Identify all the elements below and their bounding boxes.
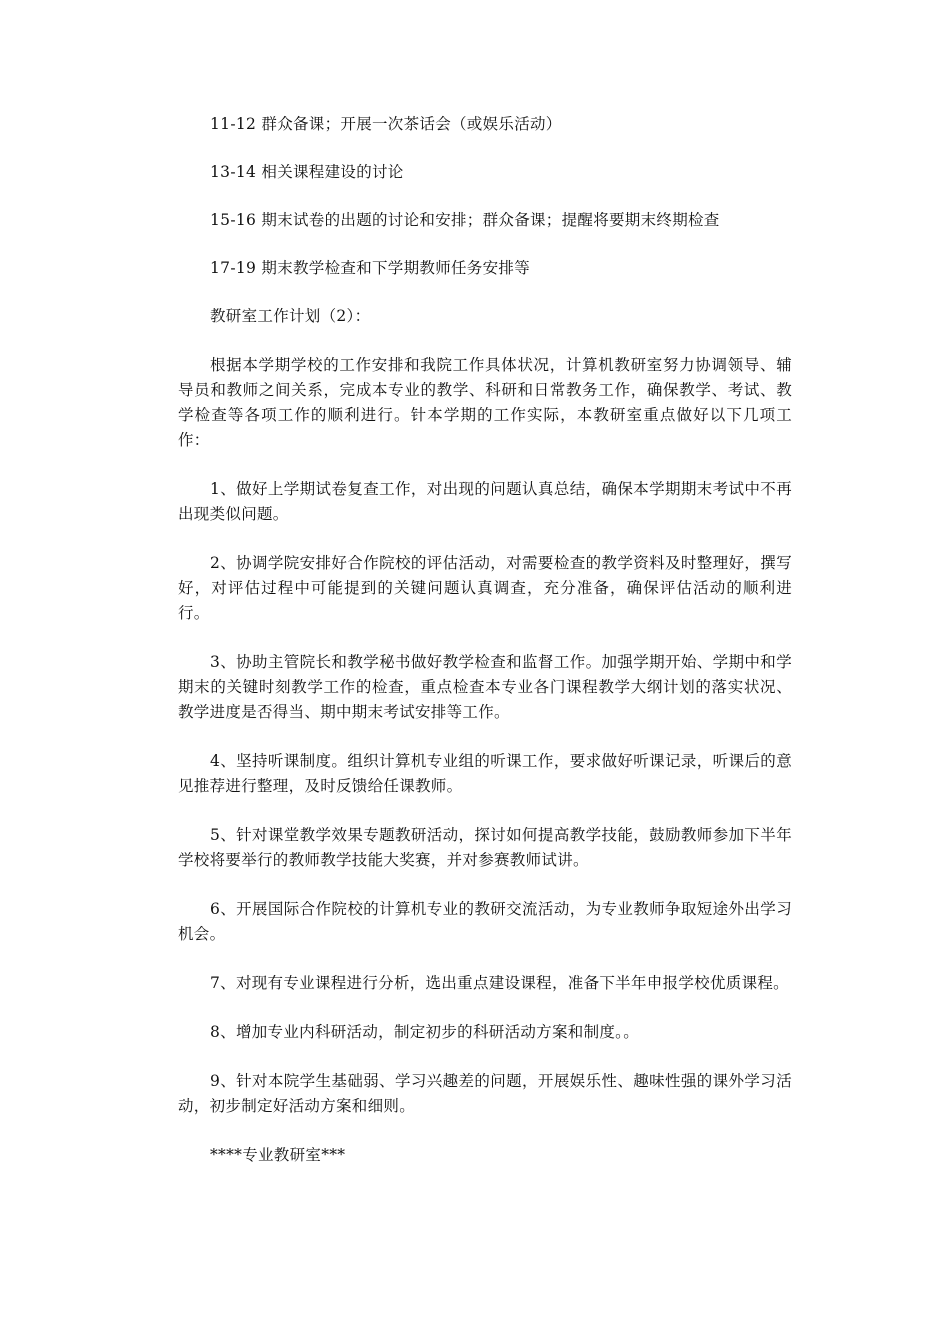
plan-item: 7、对现有专业课程进行分析，选出重点建设课程，准备下半年申报学校优质课程。 [210,974,789,992]
plan-item: 2、协调学院安排好合作院校的评估活动，对需要检查的教学资料及时整理好，撰写好，对评估过程中可能提到的关键问题认真调查，充分准备，确保评估活动的顺利进行。 [178,554,792,622]
plan-heading: 教研室工作计划（2）： [210,307,371,325]
signature: ****专业教研室*** [210,1146,346,1164]
plan-item: 4、坚持听课制度。组织计算机专业组的听课工作，要求做好听课记录，听课后的意见推荐进行整理，及时反馈给任课教师。 [178,752,792,795]
plan-item: 3、协助主管院长和教学秘书做好教学检查和监督工作。加强学期开始、学期中和学期末的关键时刻教学工作的检查，重点检查本专业各门课程教学大纲计划的落实状况、教学进度是否得当、期中期末考试安排等工作。 [178,653,792,721]
plan-item: 6、开展国际合作院校的计算机专业的教研交流活动，为专业教师争取短途外出学习机会。 [178,900,792,943]
schedule-line: 11-12 群众备课；开展一次茶话会（或娱乐活动） [210,115,562,133]
plan-item: 1、做好上学期试卷复查工作，对出现的问题认真总结，确保本学期期末考试中不再出现类似问题。 [178,480,792,523]
schedule-line: 17-19 期末教学检查和下学期教师任务安排等 [210,259,531,277]
plan-item: 5、针对课堂教学效果专题教研活动，探讨如何提高教学技能，鼓励教师参加下半年学校将要举行的教师教学技能大奖赛，并对参赛教师试讲。 [178,826,792,869]
plan-item: 9、针对本院学生基础弱、学习兴趣差的问题，开展娱乐性、趣味性强的课外学习活动，初步制定好活动方案和细则。 [178,1072,792,1115]
document-body [178,112,792,1168]
schedule-line: 15-16 期末试卷的出题的讨论和安排；群众备课；提醒将要期末终期检查 [210,211,720,229]
intro-paragraph: 根据本学期学校的工作安排和我院工作具体状况，计算机教研室努力协调领导、辅导员和教师之间关系，完成本专业的教学、科研和日常教务工作，确保教学、考试、教学检查等各项工作的顺利进行。针本学期的工作实际，本教研室重点做好以下几项工作： [178,356,792,449]
plan-item: 8、增加专业内科研活动，制定初步的科研活动方案和制度。。 [210,1023,640,1041]
schedule-line: 13-14 相关课程建设的讨论 [210,163,404,181]
